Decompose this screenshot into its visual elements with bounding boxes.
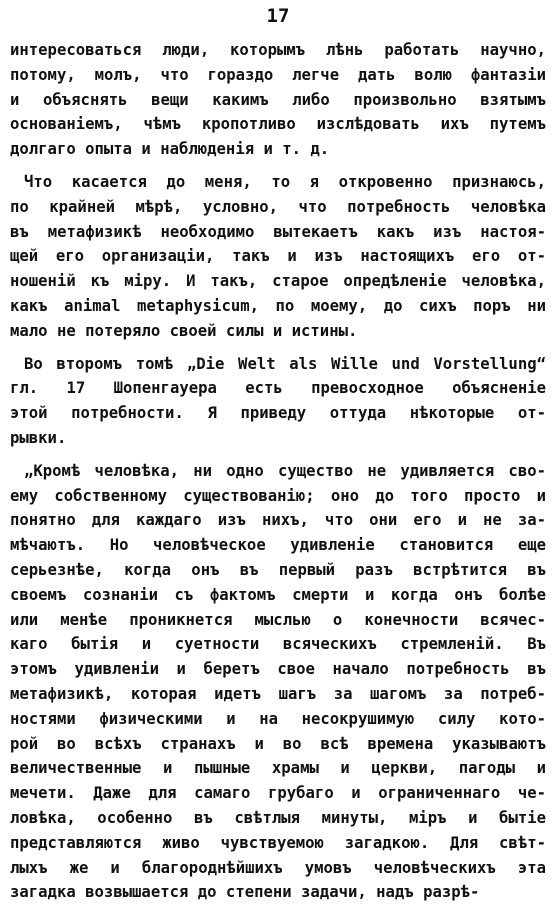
text-line: этой потребности. Я приведу оттуда нѣкоторые от- bbox=[10, 404, 546, 423]
text-line: метафизикѣ, которая идетъ шагъ за шагомъ за потреб- bbox=[10, 684, 546, 703]
text-line: по крайней мѣрѣ, условно, что потребность человѣка bbox=[10, 197, 546, 216]
text-line: и объяснять вещи какимъ либо произвольно взятымъ bbox=[10, 90, 546, 109]
text-line: гл. 17 Шопенгауера есть превосходное объясненіе bbox=[10, 379, 546, 398]
text-line: мало не потеряло своей силы и истины. bbox=[10, 321, 358, 340]
text-line: въ метафизикѣ необходимо вытекаетъ какъ изъ настоя- bbox=[10, 222, 546, 241]
page-number: 17 bbox=[266, 5, 290, 27]
text-line: „Кромѣ человѣка, ни одно существо не удивляется сво- bbox=[24, 461, 546, 480]
text-line: рывки. bbox=[10, 428, 67, 447]
text-line: мечети. Даже для самаго грубаго и ограниченнаго че- bbox=[10, 784, 546, 803]
text-line: ностями физическими и на несокрушимую силу кото- bbox=[10, 709, 546, 728]
text-line: серьезнѣе, когда онъ въ первый разъ встрѣтится въ bbox=[10, 560, 546, 579]
text-line: величественные и пышные храмы и церкви, пагоды и bbox=[10, 759, 546, 778]
text-line: щей его организаціи, такъ и изъ настоящихъ его от- bbox=[10, 247, 546, 266]
text-line: или менѣе проникнется мыслью о конечности всячес- bbox=[10, 610, 546, 629]
text-line: своемъ сознаніи съ фактомъ смерти и когда онъ болѣе bbox=[10, 585, 546, 604]
paragraph bbox=[10, 459, 546, 905]
paragraph bbox=[10, 38, 546, 162]
text-line: Во второмъ томѣ „Die Welt als Wille und Vorstellung“ bbox=[24, 354, 546, 373]
text-line: представляются живо чувствуемою загадкою. Для свѣт- bbox=[10, 833, 546, 852]
text-line: лыхъ же и благороднѣйшихъ умовъ человѣческихъ эта bbox=[10, 858, 546, 877]
text-line: мѣчаютъ. Но человѣческое удивленіе становится еще bbox=[10, 536, 546, 555]
text-line: какъ animal metaphysicum, по моему, до сихъ поръ ни bbox=[10, 296, 546, 315]
text-line: ловѣка, особенно въ свѣтлыя минуты, міръ и бытіе bbox=[10, 808, 546, 827]
text-line: ношеній къ міру. И такъ, старое опредѣленіе человѣка, bbox=[10, 272, 546, 291]
text-line: этомъ удивленіи и беретъ свое начало потребность въ bbox=[10, 660, 546, 679]
text-line: каго бытія и суетности всяческихъ стремленій. Въ bbox=[10, 635, 546, 654]
text-line: загадка возвышается до степени задачи, надъ разрѣ- bbox=[10, 883, 480, 902]
paragraph bbox=[10, 170, 546, 344]
text-line: понятно для каждаго изъ нихъ, что они его и не за- bbox=[10, 511, 546, 530]
paragraph bbox=[10, 352, 546, 451]
text-line: рой во всѣхъ странахъ и во всѣ времена указываютъ bbox=[10, 734, 546, 753]
text-line: потому, молъ, что гораздо легче дать волю фантазіи bbox=[10, 65, 546, 84]
text-line: основаніемъ, чѣмъ кропотливо изслѣдовать ихъ путемъ bbox=[10, 115, 546, 134]
text-line: ему собственному существованію; оно до того просто и bbox=[10, 486, 546, 505]
text-line: интересоваться люди, которымъ лѣнь работать научно, bbox=[10, 41, 546, 59]
text-line: Что касается до меня, то я откровенно признаюсь, bbox=[24, 172, 546, 191]
text-body bbox=[10, 38, 546, 905]
text-line: долгаго опыта и наблюденія и т. д. bbox=[10, 140, 330, 159]
